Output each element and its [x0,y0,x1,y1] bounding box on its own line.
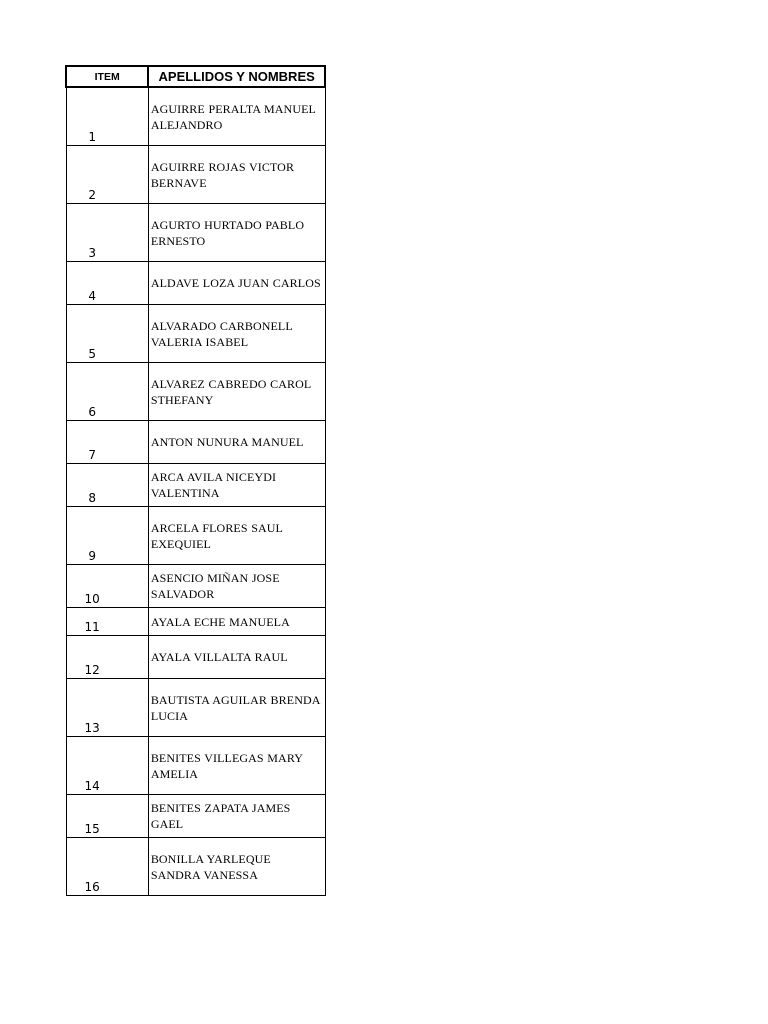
item-number-cell [66,421,148,464]
table-row [66,363,325,421]
item-number: 1 [88,130,96,144]
item-number-cell [66,262,148,305]
header-name: APELLIDOS Y NOMBRES [148,66,325,87]
item-number-cell [66,204,148,262]
item-number-cell [66,737,148,795]
table-row [66,464,325,507]
item-number-cell [66,608,148,636]
table-row [66,608,325,636]
item-number-cell [66,565,148,608]
table-row [66,87,325,146]
item-number-cell [66,507,148,565]
student-name: AGUIRRE PERALTA MANUEL ALEJANDRO [148,87,325,146]
item-number: 6 [88,405,96,419]
table-row [66,679,325,737]
student-name: AGUIRRE ROJAS VICTOR BERNAVE [148,146,325,204]
student-name: AGURTO HURTADO PABLO ERNESTO [148,204,325,262]
table-row [66,838,325,896]
item-number-cell [66,838,148,896]
item-number-cell [66,679,148,737]
item-number-cell [66,363,148,421]
student-name: ANTON NUNURA MANUEL [148,421,325,464]
item-number: 11 [84,620,100,634]
table-row [66,636,325,679]
table-row [66,305,325,363]
student-name: BAUTISTA AGUILAR BRENDA LUCIA [148,679,325,737]
item-number: 5 [88,347,96,361]
item-number: 4 [88,289,96,303]
student-roster-table [65,65,326,896]
item-number: 9 [88,549,96,563]
header-item: ITEM [66,66,148,87]
table-row [66,204,325,262]
student-name: ARCELA FLORES SAUL EXEQUIEL [148,507,325,565]
table-body [66,87,325,896]
header-row [66,66,325,87]
item-number: 15 [84,822,100,836]
table-row [66,421,325,464]
table-row [66,146,325,204]
table-row [66,507,325,565]
item-number: 8 [88,491,96,505]
item-number: 12 [84,663,100,677]
item-number: 16 [84,880,100,894]
student-name: ALDAVE LOZA JUAN CARLOS [148,262,325,305]
item-number: 7 [88,448,96,462]
student-name: AYALA VILLALTA RAUL [148,636,325,679]
table-row [66,262,325,305]
student-name: ALVAREZ CABREDO CAROL STHEFANY [148,363,325,421]
table-row [66,565,325,608]
item-number-cell [66,636,148,679]
table-header [66,66,325,87]
student-name: ARCA AVILA NICEYDI VALENTINA [148,464,325,507]
item-number-cell [66,146,148,204]
student-name: ALVARADO CARBONELL VALERIA ISABEL [148,305,325,363]
item-number: 14 [84,779,100,793]
student-name: BONILLA YARLEQUE SANDRA VANESSA [148,838,325,896]
student-name: AYALA ECHE MANUELA [148,608,325,636]
table-row [66,795,325,838]
item-number: 2 [88,188,96,202]
item-number: 3 [88,246,96,260]
item-number-cell [66,464,148,507]
item-number-cell [66,305,148,363]
item-number-cell [66,87,148,146]
item-number: 13 [84,721,100,735]
student-name: ASENCIO MIÑAN JOSE SALVADOR [148,565,325,608]
student-name: BENITES VILLEGAS MARY AMELIA [148,737,325,795]
item-number-cell [66,795,148,838]
student-name: BENITES ZAPATA JAMES GAEL [148,795,325,838]
item-number: 10 [84,592,100,606]
table-row [66,737,325,795]
